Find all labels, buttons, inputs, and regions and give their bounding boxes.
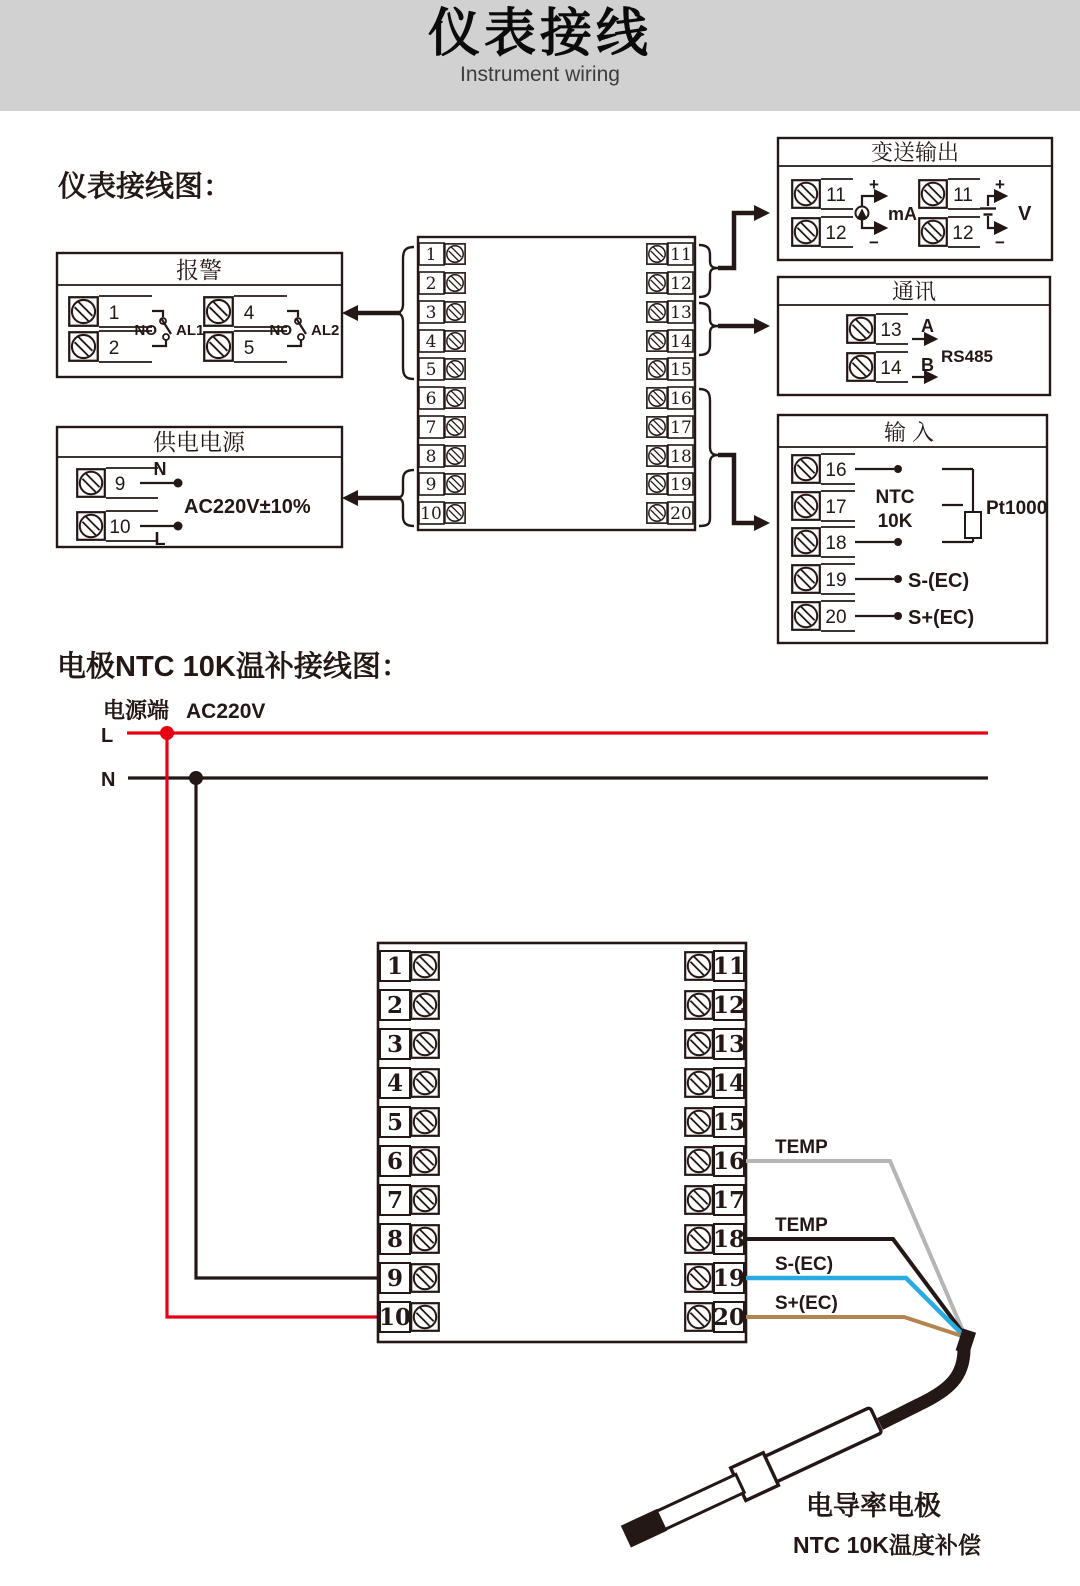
section2-label: 电极NTC 10K温补接线图： [57, 651, 410, 683]
terminal-number: 9 [425, 475, 437, 495]
terminal-number: 2 [425, 274, 437, 294]
input-terminal-17: 17 [825, 497, 847, 518]
terminal-rows-right [647, 243, 693, 524]
comm-title: 通讯 [891, 279, 937, 304]
page-title: 仪表接线 [427, 5, 652, 63]
terminal-number: 13 [670, 303, 692, 323]
ec-plus-wire-brown [746, 1317, 965, 1337]
s-plus-ec-label: S+(EC) [908, 607, 975, 629]
terminal-number: 16 [670, 389, 692, 409]
pt1000-symbol [942, 469, 981, 542]
screw-terminal-icon [792, 528, 820, 556]
terminal-number: 17 [712, 1187, 746, 1214]
power-terminal-9: 9 [114, 474, 126, 495]
input-title: 输入 [883, 420, 941, 445]
terminal-number: 4 [425, 332, 437, 352]
output-terminal-11-ma: 11 [826, 185, 846, 206]
input-terminal-19: 19 [825, 570, 847, 591]
terminal-number: 20 [670, 504, 692, 524]
terminal-number: 5 [386, 1109, 404, 1136]
screw-terminal-icon [77, 512, 105, 540]
voltage-output-symbol [980, 196, 1006, 228]
rs485-b-label: B [921, 355, 934, 375]
electrode-label: 电导率电极 [806, 1491, 941, 1521]
electrode-cable [880, 1349, 964, 1424]
terminal-number: 14 [670, 332, 692, 352]
current-output-symbol [856, 196, 887, 228]
terminal-number: 12 [670, 274, 692, 294]
output-title: 变送输出 [870, 140, 960, 165]
screw-terminal-icon [69, 297, 98, 326]
power-terminal-10: 10 [109, 517, 131, 538]
ma-minus: − [869, 233, 879, 252]
sensor-wires [746, 1137, 965, 1337]
alarm-no2-label: NO [269, 322, 292, 339]
comm-terminal-14: 14 [880, 358, 902, 379]
terminal-number: 13 [712, 1031, 746, 1058]
terminal-number: 15 [670, 360, 692, 380]
screw-terminal-icon [847, 315, 875, 343]
screw-terminal-icon [792, 218, 820, 246]
ntc-label-line2: 10K [877, 511, 913, 532]
terminal-number: 2 [386, 992, 404, 1019]
page-subtitle: Instrument wiring [460, 63, 620, 87]
terminal-block-top [418, 237, 695, 530]
v-plus: + [995, 175, 1005, 194]
terminal-number: 4 [386, 1070, 404, 1097]
screw-terminal-icon [919, 180, 947, 208]
terminal-number: 11 [712, 953, 746, 980]
screw-terminal-icon [792, 565, 820, 593]
live-line-label: L [101, 725, 114, 747]
electrode-note: NTC 10K温度补偿 [793, 1532, 981, 1558]
terminal-number: 19 [712, 1265, 746, 1292]
screw-terminal-icon [77, 469, 105, 497]
screw-terminal-icon [792, 455, 820, 483]
rs485-label: RS485 [941, 347, 993, 366]
terminal-number: 14 [712, 1070, 746, 1097]
alarm-terminal-4: 4 [243, 303, 255, 324]
screw-terminal-icon [792, 180, 820, 208]
electrode-body [618, 1404, 883, 1553]
screw-terminal-icon [792, 602, 820, 630]
terminal-number: 1 [386, 953, 404, 980]
terminal-number: 8 [425, 447, 437, 467]
transmit-output-box [778, 138, 1052, 260]
temp1-label: TEMP [775, 1137, 828, 1158]
input-box [778, 415, 1047, 643]
rs485-a-label: A [921, 316, 934, 336]
power-side-label: 电源端 [103, 698, 170, 723]
screw-terminal-icon [919, 218, 947, 246]
screw-terminal-icon [204, 297, 233, 326]
terminal-number: 18 [670, 447, 692, 467]
terminal-number: 3 [425, 303, 437, 323]
terminal-number: 18 [712, 1226, 746, 1253]
terminal-number: 3 [386, 1031, 404, 1058]
section1-label: 仪表接线图： [58, 171, 233, 203]
ma-plus: + [869, 175, 879, 194]
group-braces-arrows [342, 205, 770, 531]
terminal-rows-left [419, 243, 465, 524]
alarm-al1-label: AL1 [176, 322, 205, 339]
terminal-number: 16 [712, 1148, 746, 1175]
alarm-terminal-2: 2 [108, 338, 120, 359]
terminal-number: 10 [378, 1304, 412, 1331]
power-supply-box [57, 427, 342, 549]
screw-terminal-icon [792, 492, 820, 520]
terminal-number: 12 [712, 992, 746, 1019]
screw-terminal-icon [204, 332, 233, 361]
ma-label: mA [888, 204, 918, 224]
ntc-label-line1: NTC [875, 487, 915, 508]
output-terminal-11-v: 11 [953, 185, 973, 206]
terminal-number: 1 [425, 245, 437, 265]
input-terminal-16: 16 [825, 460, 847, 481]
s-plus-wire-label: S+(EC) [775, 1293, 838, 1314]
live-label: L [154, 529, 166, 549]
terminal-number: 15 [712, 1109, 746, 1136]
alarm-title: 报警 [176, 257, 222, 283]
terminal-number: 20 [712, 1304, 746, 1331]
input-terminal-20: 20 [825, 607, 847, 628]
neutral-label: N [153, 459, 167, 479]
s-minus-ec-label: S-(EC) [908, 570, 970, 592]
terminal-number: 7 [425, 418, 437, 438]
terminal-number: 10 [420, 504, 442, 524]
terminal-number: 6 [425, 389, 437, 409]
conductivity-electrode [618, 1328, 981, 1558]
neutral-line-label: N [101, 769, 116, 791]
output-terminal-12-ma: 12 [825, 223, 847, 244]
screw-terminal-icon [847, 353, 875, 381]
terminal-block-bottom [378, 943, 746, 1342]
power-title: 供电电源 [153, 429, 245, 455]
temp2-label: TEMP [775, 1215, 828, 1236]
communication-box [778, 277, 1050, 395]
pt1000-label: Pt1000 [986, 498, 1048, 519]
terminal-number: 7 [386, 1187, 404, 1214]
terminal-number: 8 [386, 1226, 404, 1253]
v-label: V [1018, 203, 1032, 225]
terminal-number: 6 [386, 1148, 404, 1175]
terminal-number: 17 [670, 418, 692, 438]
terminal-number: 9 [386, 1265, 404, 1292]
terminal-number: 11 [670, 245, 692, 265]
alarm-al2-label: AL2 [311, 322, 340, 339]
output-terminal-12-v: 12 [952, 223, 974, 244]
terminal-number: 5 [425, 360, 437, 380]
input-terminal-18: 18 [825, 533, 847, 554]
terminal-number: 19 [670, 475, 692, 495]
alarm-terminal-1: 1 [108, 303, 120, 324]
comm-terminal-13: 13 [880, 320, 902, 341]
ac220v-label: AC220V [186, 700, 266, 723]
s-minus-wire-label: S-(EC) [775, 1254, 834, 1275]
alarm-no1-label: NO [134, 322, 157, 339]
alarm-terminal-5: 5 [243, 338, 255, 359]
v-minus: − [995, 233, 1005, 252]
voltage-rating: AC220V±10% [184, 496, 311, 518]
alarm-box [57, 253, 342, 377]
screw-terminal-icon [69, 332, 98, 361]
